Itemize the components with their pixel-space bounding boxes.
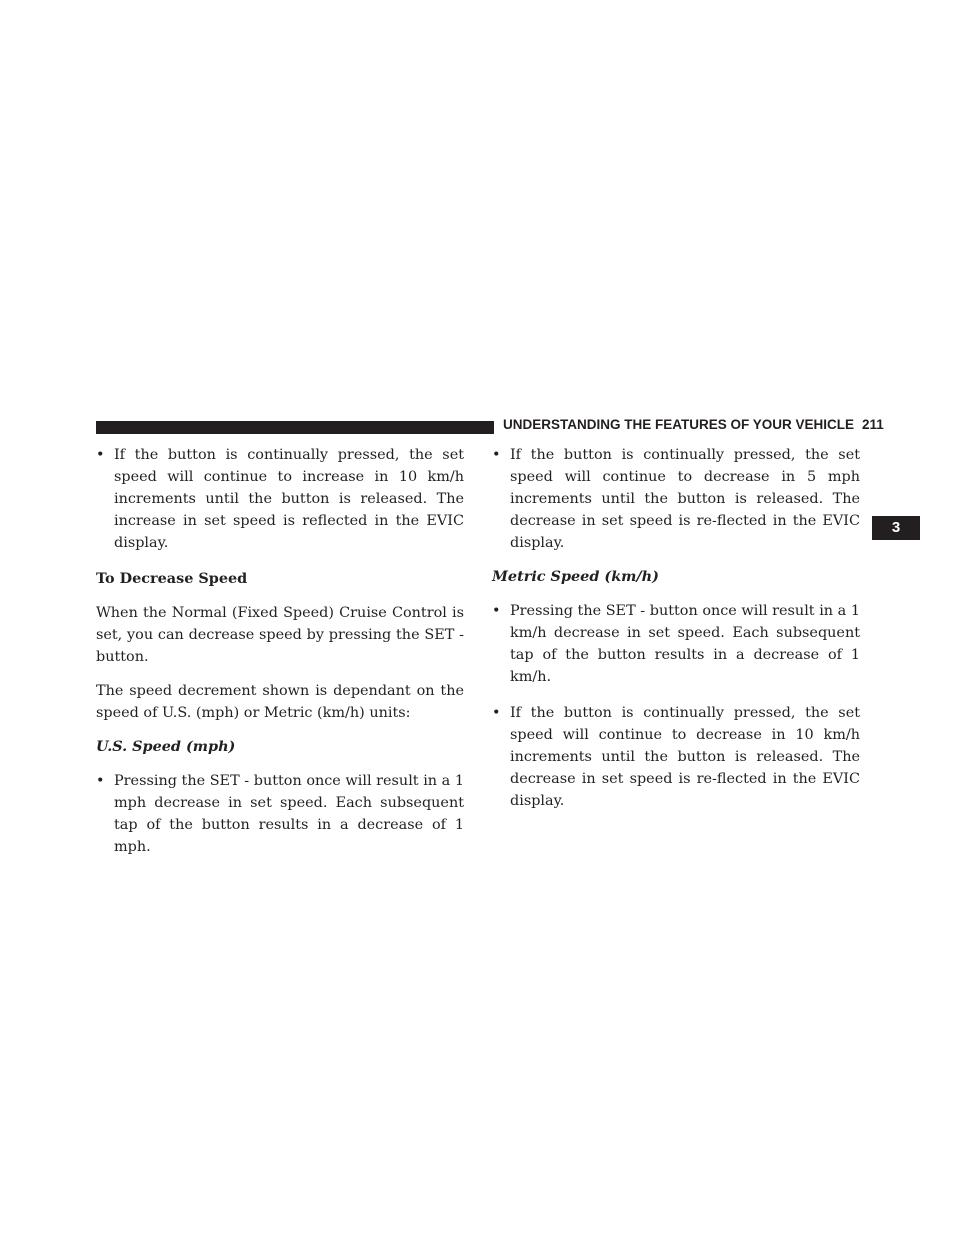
bullet-text: Pressing the SET - button once will result in a 1 km/h decrease in set speed. Each subsequent tap of the button results in a decrease of 1 km/h. — [510, 603, 860, 685]
bullet-icon: • — [492, 603, 501, 619]
bullet-text: If the button is continually pressed, the set speed will continue to decrease in 5 mph increments until the button is released. The decrease in set speed is re-flected in the EVIC display. — [510, 447, 860, 551]
bullet-icon: • — [492, 447, 501, 463]
bullet-icon: • — [492, 705, 501, 721]
subheading: U.S. Speed (mph) — [96, 738, 236, 755]
list-item — [96, 444, 464, 554]
right-column — [492, 444, 860, 826]
list-item — [492, 444, 860, 554]
section-heading: To Decrease Speed — [96, 570, 248, 587]
left-column — [96, 444, 464, 872]
running-header — [503, 413, 884, 437]
page-number: 211 — [862, 417, 884, 432]
subheading: Metric Speed (km/h) — [492, 568, 659, 585]
list-item — [492, 702, 860, 812]
bullet-text: If the button is continually pressed, the set speed will continue to decrease in 10 km/h increments until the button is released. The decrease in set speed is re-flected in the EVIC display. — [510, 705, 860, 809]
chapter-title: UNDERSTANDING THE FEATURES OF YOUR VEHICLE — [503, 417, 855, 432]
list-item — [492, 600, 860, 688]
bullet-text: Pressing the SET - button once will result in a 1 mph decrease in set speed. Each subsequent tap of the button results in a decrease of 1 mph. — [114, 773, 464, 855]
bullet-icon: • — [96, 447, 105, 463]
header-rule — [96, 421, 494, 434]
bullet-text: If the button is continually pressed, the set speed will continue to increase in 10 km/h increments until the button is released. The increase in set speed is reflected in the EVIC display. — [114, 447, 464, 551]
section-tab: 3 — [872, 516, 920, 540]
paragraph: The speed decrement shown is dependant on the speed of U.S. (mph) or Metric (km/h) units: — [96, 683, 464, 721]
paragraph: When the Normal (Fixed Speed) Cruise Control is set, you can decrease speed by pressing the SET - button. — [96, 605, 464, 665]
list-item — [96, 770, 464, 858]
bullet-icon: • — [96, 773, 105, 789]
